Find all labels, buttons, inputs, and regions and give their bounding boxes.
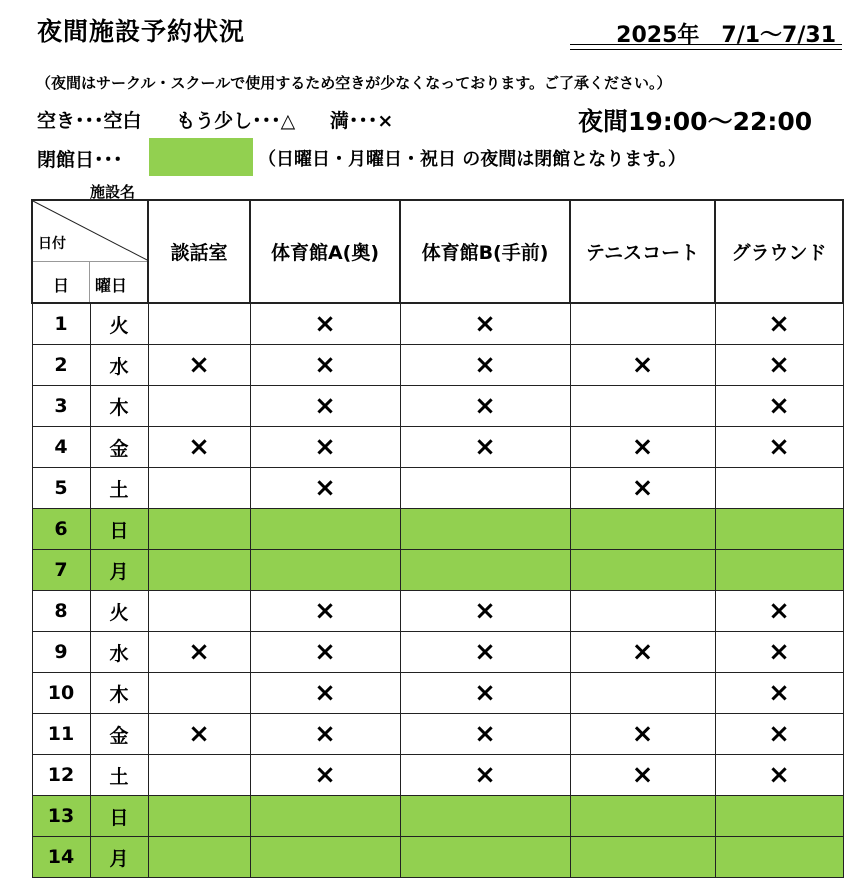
day-header: 日 <box>53 276 70 295</box>
status-cell-gym-a <box>250 796 400 837</box>
weekday-cell: 日 <box>90 509 148 550</box>
status-cell-lounge <box>148 755 250 796</box>
table-row <box>32 427 843 468</box>
availability-mark: × <box>314 760 336 790</box>
status-cell-lounge <box>148 714 250 755</box>
status-cell-gym-a <box>250 673 400 714</box>
availability-mark: × <box>768 391 790 421</box>
status-cell-lounge <box>148 591 250 632</box>
table-row <box>32 796 843 837</box>
status-cell-ground <box>715 468 843 509</box>
status-cell-tennis-court <box>570 591 715 632</box>
weekday-cell: 水 <box>90 345 148 386</box>
corner-divider <box>33 261 148 262</box>
availability-mark: × <box>474 719 496 749</box>
status-cell-gym-b <box>400 714 570 755</box>
status-cell-gym-b <box>400 591 570 632</box>
day-cell: 8 <box>32 591 90 632</box>
weekday-cell: 木 <box>90 386 148 427</box>
status-cell-ground <box>715 550 843 591</box>
status-cell-gym-b <box>400 509 570 550</box>
availability-mark: × <box>631 350 654 380</box>
status-cell-lounge <box>148 303 250 345</box>
status-cell-lounge <box>148 509 250 550</box>
status-cell-tennis-court <box>570 468 715 509</box>
availability-mark: × <box>474 637 496 667</box>
status-cell-tennis-court <box>570 632 715 673</box>
status-cell-gym-b <box>400 837 570 878</box>
status-cell-gym-a <box>250 591 400 632</box>
status-cell-lounge <box>148 386 250 427</box>
status-cell-ground <box>715 345 843 386</box>
day-cell: 13 <box>32 796 90 837</box>
status-cell-gym-a <box>250 303 400 345</box>
table-row <box>32 468 843 509</box>
availability-mark: × <box>768 596 790 626</box>
closed-day-note: （日曜日・月曜日・祝日 の夜間は閉館となります。） <box>258 149 686 170</box>
day-cell: 9 <box>32 632 90 673</box>
availability-mark: × <box>188 432 210 462</box>
status-cell-ground <box>715 591 843 632</box>
availability-mark: × <box>474 760 496 790</box>
availability-mark: × <box>768 719 790 749</box>
status-cell-lounge <box>148 837 250 878</box>
closed-color-swatch <box>149 138 253 176</box>
status-cell-tennis-court <box>570 796 715 837</box>
status-cell-gym-b <box>400 755 570 796</box>
availability-mark: × <box>631 719 654 749</box>
weekday-cell: 月 <box>90 550 148 591</box>
table-row <box>32 550 843 591</box>
status-cell-lounge <box>148 673 250 714</box>
status-cell-gym-a <box>250 714 400 755</box>
weekday-cell: 月 <box>90 837 148 878</box>
availability-mark: × <box>188 637 210 667</box>
legend-full: 満･･･× <box>329 110 394 132</box>
schedule-table <box>31 199 844 878</box>
period-underline-top <box>570 44 842 45</box>
status-cell-gym-a <box>250 837 400 878</box>
status-cell-gym-a <box>250 755 400 796</box>
period-underline-bottom <box>570 49 842 50</box>
status-cell-gym-a <box>250 632 400 673</box>
weekday-cell: 日 <box>90 796 148 837</box>
status-cell-lounge <box>148 345 250 386</box>
status-cell-ground <box>715 796 843 837</box>
page-title: 夜間施設予約状況 <box>37 17 246 46</box>
status-cell-tennis-court <box>570 427 715 468</box>
availability-mark: × <box>474 432 496 462</box>
table-row <box>32 714 843 755</box>
availability-mark: × <box>631 432 654 462</box>
status-cell-gym-b <box>400 386 570 427</box>
status-cell-gym-a <box>250 386 400 427</box>
status-cell-ground <box>715 837 843 878</box>
status-cell-lounge <box>148 632 250 673</box>
day-cell: 7 <box>32 550 90 591</box>
availability-mark: × <box>631 637 654 667</box>
day-cell: 12 <box>32 755 90 796</box>
column-header-gym-b: 体育館B(手前) <box>400 200 570 303</box>
status-cell-ground <box>715 755 843 796</box>
weekday-cell: 土 <box>90 468 148 509</box>
status-cell-gym-b <box>400 796 570 837</box>
night-hours: 夜間19:00〜22:00 <box>578 107 813 136</box>
table-row <box>32 591 843 632</box>
day-cell: 6 <box>32 509 90 550</box>
status-cell-tennis-court <box>570 837 715 878</box>
status-cell-tennis-court <box>570 755 715 796</box>
table-row <box>32 303 843 345</box>
status-cell-gym-b <box>400 303 570 345</box>
usage-note: （夜間はサークル・スクールで使用するため空きが少なくなっております。ご了承ください。） <box>36 74 672 92</box>
status-cell-gym-a <box>250 427 400 468</box>
availability-mark: × <box>314 637 336 667</box>
availability-mark: × <box>768 350 790 380</box>
status-cell-ground <box>715 427 843 468</box>
status-cell-ground <box>715 303 843 345</box>
status-cell-ground <box>715 714 843 755</box>
availability-mark: × <box>314 391 336 421</box>
availability-mark: × <box>314 678 336 708</box>
table-row <box>32 345 843 386</box>
day-cell: 14 <box>32 837 90 878</box>
status-cell-gym-b <box>400 632 570 673</box>
column-header-tennis-court: テニスコート <box>570 200 715 303</box>
status-cell-gym-a <box>250 345 400 386</box>
availability-mark: × <box>314 432 336 462</box>
status-cell-ground <box>715 509 843 550</box>
availability-mark: × <box>768 760 790 790</box>
status-cell-tennis-court <box>570 303 715 345</box>
availability-mark: × <box>631 760 654 790</box>
status-cell-ground <box>715 673 843 714</box>
status-cell-tennis-court <box>570 550 715 591</box>
status-cell-tennis-court <box>570 509 715 550</box>
column-header-ground: グラウンド <box>715 200 843 303</box>
availability-mark: × <box>314 473 336 503</box>
status-cell-tennis-court <box>570 386 715 427</box>
availability-mark: × <box>474 678 496 708</box>
period-range: 2025年 7/1〜7/31 <box>616 23 836 48</box>
legend-few: もう少し･･･△ <box>176 110 296 132</box>
day-cell: 10 <box>32 673 90 714</box>
table-header-row <box>32 200 843 303</box>
availability-mark: × <box>314 719 336 749</box>
table-row <box>32 632 843 673</box>
availability-mark: × <box>474 350 496 380</box>
availability-mark: × <box>768 309 790 339</box>
availability-mark: × <box>631 473 654 503</box>
table-row <box>32 755 843 796</box>
weekday-header: 曜日 <box>95 276 128 295</box>
weekday-cell: 水 <box>90 632 148 673</box>
availability-mark: × <box>314 309 336 339</box>
date-corner-cell <box>32 200 148 303</box>
availability-mark: × <box>768 678 790 708</box>
table-row <box>32 509 843 550</box>
availability-mark: × <box>474 596 496 626</box>
weekday-cell: 火 <box>90 303 148 345</box>
availability-mark: × <box>768 637 790 667</box>
status-cell-gym-a <box>250 468 400 509</box>
weekday-cell: 金 <box>90 714 148 755</box>
availability-mark: × <box>188 719 210 749</box>
status-cell-gym-b <box>400 427 570 468</box>
status-cell-gym-a <box>250 509 400 550</box>
status-cell-ground <box>715 386 843 427</box>
legend <box>37 106 421 133</box>
status-cell-lounge <box>148 796 250 837</box>
table-row <box>32 673 843 714</box>
legend-empty: 空き･･･空白 <box>37 110 142 132</box>
status-cell-gym-b <box>400 673 570 714</box>
status-cell-lounge <box>148 550 250 591</box>
date-header: 日付 <box>38 236 66 252</box>
status-cell-tennis-court <box>570 673 715 714</box>
availability-mark: × <box>474 391 496 421</box>
column-header-lounge: 談話室 <box>148 200 250 303</box>
day-cell: 2 <box>32 345 90 386</box>
status-cell-gym-b <box>400 468 570 509</box>
availability-mark: × <box>474 309 496 339</box>
weekday-cell: 土 <box>90 755 148 796</box>
availability-mark: × <box>188 350 210 380</box>
availability-mark: × <box>768 432 790 462</box>
day-cell: 4 <box>32 427 90 468</box>
availability-mark: × <box>314 350 336 380</box>
weekday-cell: 木 <box>90 673 148 714</box>
availability-mark: × <box>314 596 336 626</box>
status-cell-gym-a <box>250 550 400 591</box>
weekday-cell: 火 <box>90 591 148 632</box>
facility-name-caption: 施設名 <box>90 183 136 201</box>
column-header-gym-a: 体育館A(奥) <box>250 200 400 303</box>
table-row <box>32 386 843 427</box>
table-row <box>32 837 843 878</box>
weekday-cell: 金 <box>90 427 148 468</box>
day-cell: 11 <box>32 714 90 755</box>
status-cell-lounge <box>148 427 250 468</box>
status-cell-tennis-court <box>570 714 715 755</box>
day-cell: 1 <box>32 303 90 345</box>
status-cell-tennis-court <box>570 345 715 386</box>
status-cell-ground <box>715 632 843 673</box>
day-cell: 3 <box>32 386 90 427</box>
status-cell-gym-b <box>400 345 570 386</box>
status-cell-gym-b <box>400 550 570 591</box>
status-cell-lounge <box>148 468 250 509</box>
day-cell: 5 <box>32 468 90 509</box>
closed-day-label: 閉館日･･･ <box>37 149 123 171</box>
corner-vertical-divider <box>89 261 90 302</box>
